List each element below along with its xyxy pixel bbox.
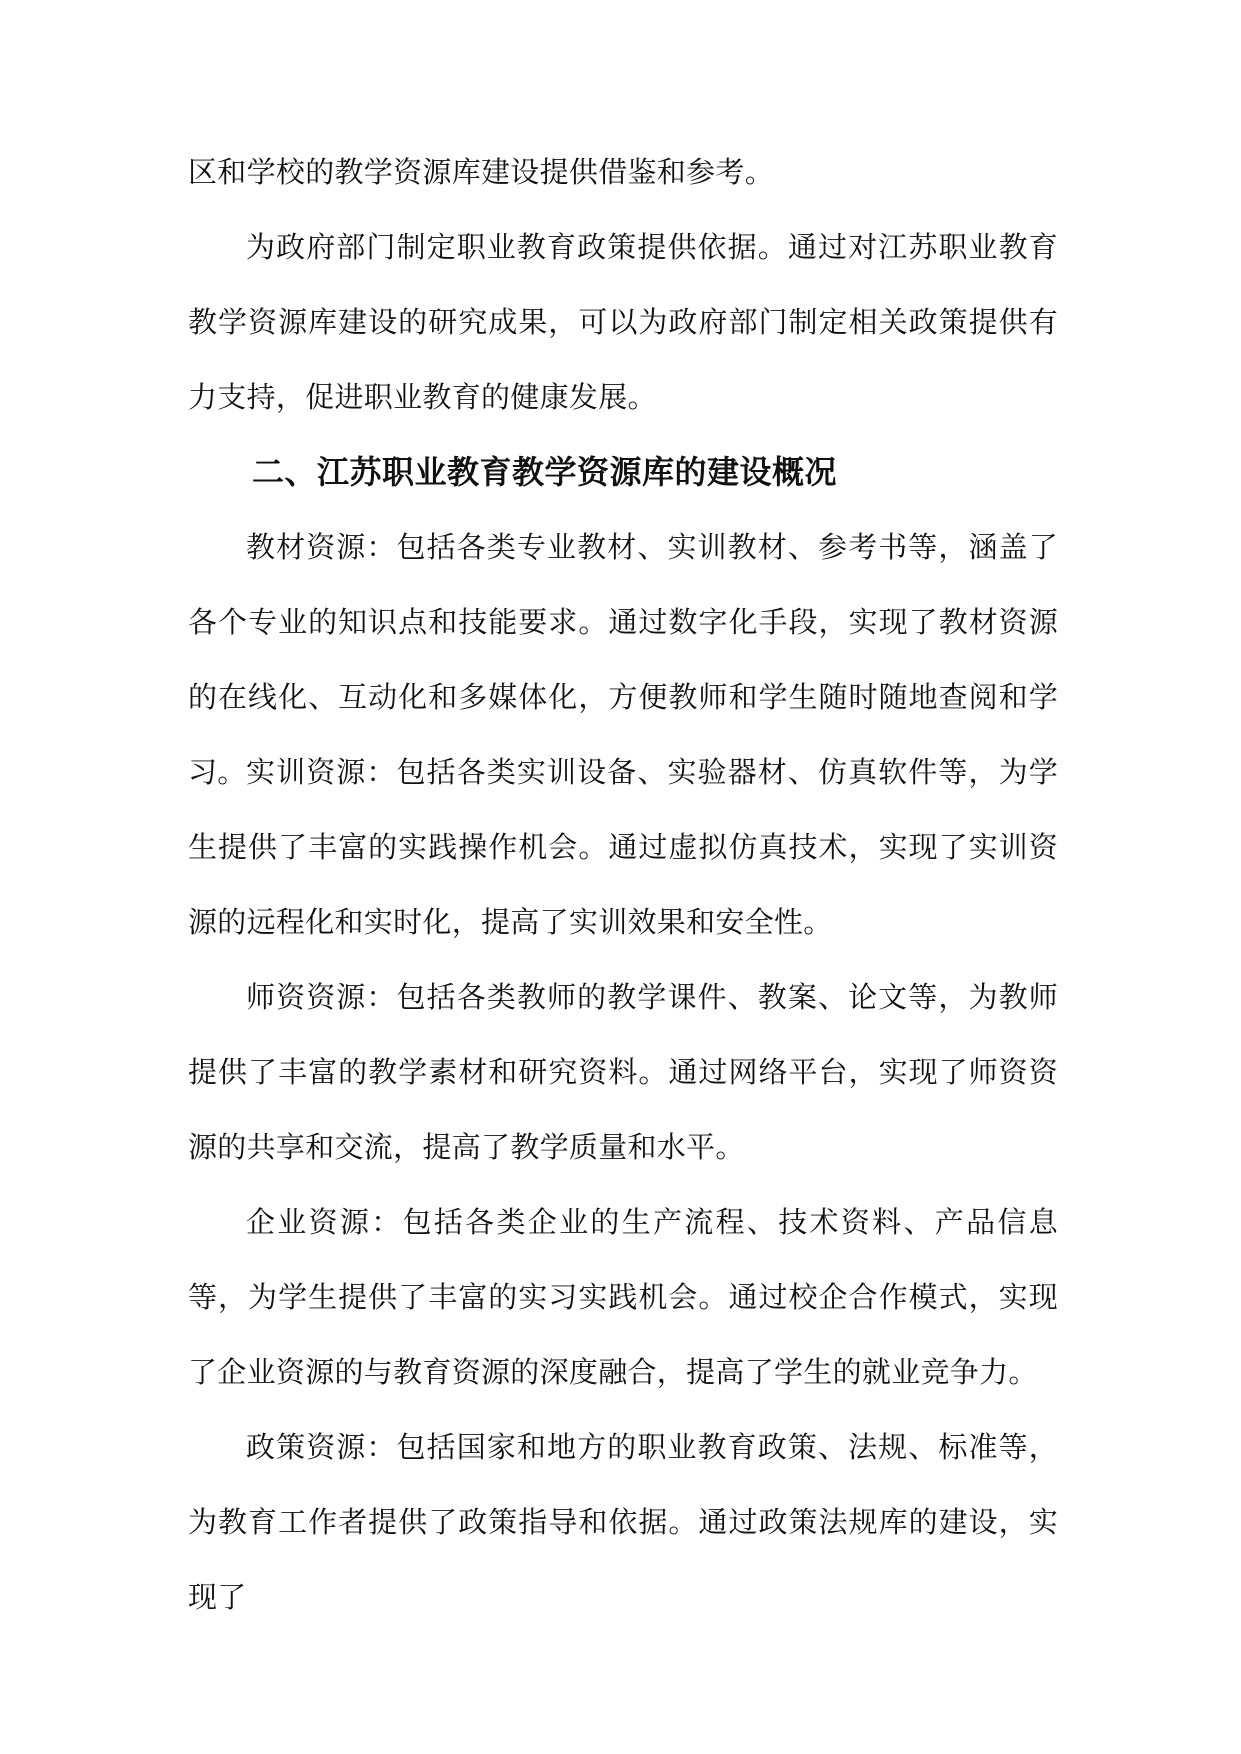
paragraph-enterprise-resources: 企业资源：包括各类企业的生产流程、技术资料、产品信息等，为学生提供了丰富的实习实践机会。通过校企合作模式，实现了企业资源的与教育资源的深度融合，提高了学生的就业竞争力。 (188, 1205, 1058, 1389)
paragraph-teacher-resources: 师资资源：包括各类教师的教学课件、教案、论文等，为教师提供了丰富的教学素材和研究资料。通过网络平台，实现了师资资源的共享和交流，提高了教学质量和水平。 (188, 980, 1058, 1164)
paragraph-training-resources: 实训资源：包括各类实训设备、实验器材、仿真软件等，为学生提供了丰富的实践操作机会。通过虚拟仿真技术，实现了实训资源的远程化和实时化，提高了实训效果和安全性。 (188, 755, 1058, 939)
paragraph-textbook-resources: 教材资源：包括各类专业教材、实训教材、参考书等，涵盖了各个专业的知识点和技能要求。通过数字化手段，实现了教材资源的在线化、互动化和多媒体化，方便教师和学生随时随地查阅和学习。 (188, 530, 1058, 789)
paragraph-government-policy: 为政府部门制定职业教育政策提供依据。通过对江苏职业教育教学资源库建设的研究成果，可以为政府部门制定相关政策提供有力支持，促进职业教育的健康发展。 (188, 230, 1058, 414)
section-heading: 二、江苏职业教育教学资源库的建设概况 (252, 453, 838, 491)
paragraph-continuation: 区和学校的教学资源库建设提供借鉴和参考。 (188, 155, 775, 189)
paragraph-policy-resources: 政策资源：包括国家和地方的职业教育政策、法规、标准等，为教育工作者提供了政策指导和依据。通过政策法规库的建设，实现了 (188, 1430, 1058, 1614)
